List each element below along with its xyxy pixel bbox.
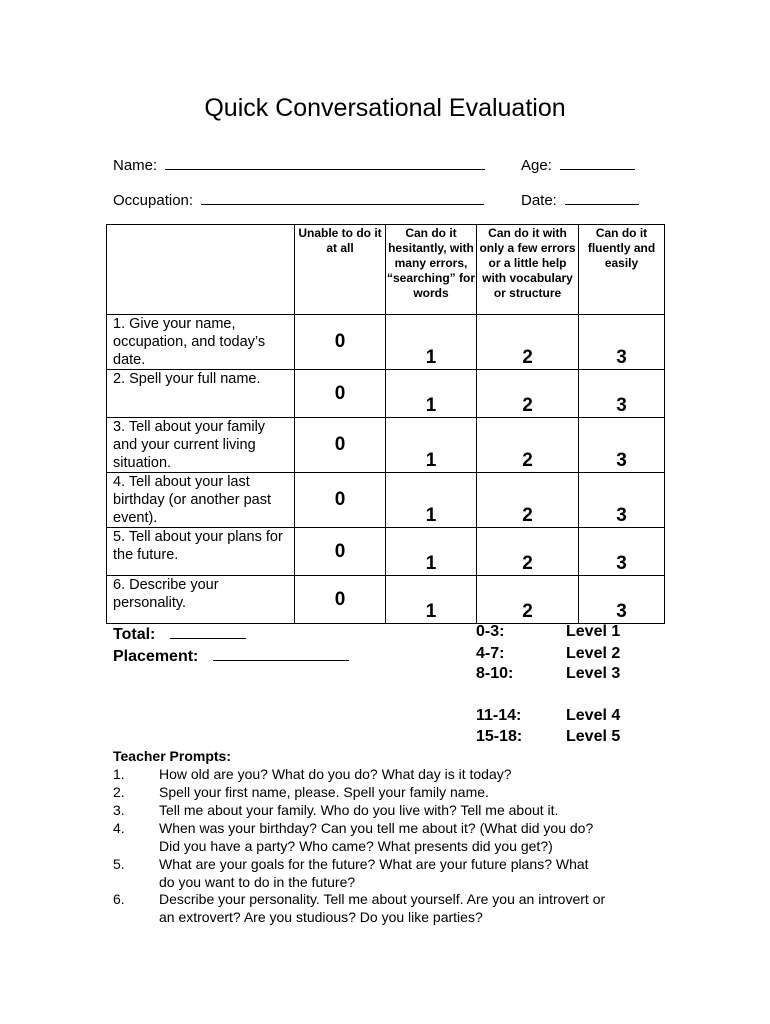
score-2[interactable]: 2 — [477, 576, 579, 624]
level-range: 0-3: — [476, 623, 505, 640]
placement-field — [113, 645, 349, 666]
level-range: 8-10: — [476, 665, 514, 682]
name-label: Name: — [113, 157, 158, 174]
page-title: Quick Conversational Evaluation — [204, 94, 566, 122]
score-0[interactable]: 0 — [295, 315, 386, 370]
header-unable: Unable to do it at all — [295, 225, 386, 315]
header-fluent: Can do it fluently and easily — [579, 225, 665, 315]
score-2[interactable]: 2 — [477, 315, 579, 370]
score-3[interactable]: 3 — [579, 370, 665, 418]
level-label: Level 4 — [566, 707, 621, 724]
score-3[interactable]: 3 — [579, 528, 665, 576]
score-1[interactable]: 1 — [386, 315, 477, 370]
level-range: 11-14: — [476, 707, 522, 724]
header-hesitant: Can do it hesitantly, with many errors, “searching” for words — [386, 225, 477, 315]
name-field — [113, 154, 485, 174]
task-cell: 1. Give your name, occupation, and today’s date. — [107, 315, 295, 370]
score-3[interactable]: 3 — [579, 473, 665, 528]
prompt-text: do you want to do in the future? — [159, 874, 356, 890]
prompt-text: Spell your first name, please. Spell your family name. — [159, 784, 489, 800]
table-row — [107, 315, 665, 370]
score-1[interactable]: 1 — [386, 528, 477, 576]
score-1[interactable]: 1 — [386, 576, 477, 624]
prompt-text: Describe your personality. Tell me about yourself. Are you an introvert or — [159, 891, 606, 907]
prompt-text: Tell me about your family. Who do you live with? Tell me about it. — [159, 802, 559, 818]
prompts-heading: Teacher Prompts: — [113, 748, 231, 764]
score-0[interactable]: 0 — [295, 576, 386, 624]
level-label: Level 1 — [566, 623, 621, 640]
date-blank[interactable] — [565, 189, 639, 205]
header-few-errors: Can do it with only a few errors or a little help with vocabulary or structure — [477, 225, 579, 315]
occupation-field — [113, 189, 484, 209]
prompt-text: Did you have a party? Who came? What presents did you get?) — [159, 838, 553, 854]
score-2[interactable]: 2 — [477, 370, 579, 418]
level-range: 4-7: — [476, 645, 505, 662]
task-cell: 6. Describe your personality. — [107, 576, 295, 624]
task-cell: 3. Tell about your family and your current living situation. — [107, 418, 295, 473]
score-0[interactable]: 0 — [295, 370, 386, 418]
age-field — [521, 154, 635, 174]
score-2[interactable]: 2 — [477, 418, 579, 473]
score-3[interactable]: 3 — [579, 315, 665, 370]
name-blank[interactable] — [165, 154, 485, 170]
total-label: Total: — [113, 626, 156, 643]
level-label: Level 5 — [566, 728, 621, 745]
table-row — [107, 370, 665, 418]
total-blank[interactable] — [170, 623, 246, 639]
prompt-number: 3. — [113, 802, 125, 818]
prompt-number: 4. — [113, 820, 125, 836]
header-task — [107, 225, 295, 315]
occupation-label: Occupation: — [113, 192, 194, 209]
placement-blank[interactable] — [213, 645, 349, 661]
table-header-row — [107, 225, 665, 315]
prompt-text: How old are you? What do you do? What day is it today? — [159, 766, 512, 782]
score-1[interactable]: 1 — [386, 418, 477, 473]
task-cell: 4. Tell about your last birthday (or another past event). — [107, 473, 295, 528]
score-2[interactable]: 2 — [477, 473, 579, 528]
table-row — [107, 473, 665, 528]
placement-label: Placement: — [113, 648, 199, 665]
level-label: Level 2 — [566, 645, 621, 662]
level-label: Level 3 — [566, 665, 621, 682]
evaluation-table — [106, 224, 665, 624]
prompt-number: 1. — [113, 766, 125, 782]
prompt-text: When was your birthday? Can you tell me about it? (What did you do? — [159, 820, 594, 836]
table-row — [107, 576, 665, 624]
score-0[interactable]: 0 — [295, 473, 386, 528]
prompt-text: an extrovert? Are you studious? Do you like parties? — [159, 909, 483, 925]
date-label: Date: — [521, 192, 557, 209]
score-0[interactable]: 0 — [295, 528, 386, 576]
table-row — [107, 418, 665, 473]
level-range: 15-18: — [476, 728, 523, 745]
score-0[interactable]: 0 — [295, 418, 386, 473]
score-3[interactable]: 3 — [579, 576, 665, 624]
age-blank[interactable] — [560, 154, 635, 170]
age-label: Age: — [521, 157, 552, 174]
occupation-blank[interactable] — [201, 189, 484, 205]
total-field — [113, 623, 246, 644]
score-3[interactable]: 3 — [579, 418, 665, 473]
score-1[interactable]: 1 — [386, 370, 477, 418]
task-cell: 2. Spell your full name. — [107, 370, 295, 418]
score-1[interactable]: 1 — [386, 473, 477, 528]
prompt-number: 5. — [113, 856, 125, 872]
date-field — [521, 189, 639, 209]
prompt-number: 6. — [113, 891, 125, 907]
prompt-number: 2. — [113, 784, 125, 800]
task-cell: 5. Tell about your plans for the future. — [107, 528, 295, 576]
prompt-text: What are your goals for the future? What are your future plans? What — [159, 856, 589, 872]
table-row — [107, 528, 665, 576]
score-2[interactable]: 2 — [477, 528, 579, 576]
